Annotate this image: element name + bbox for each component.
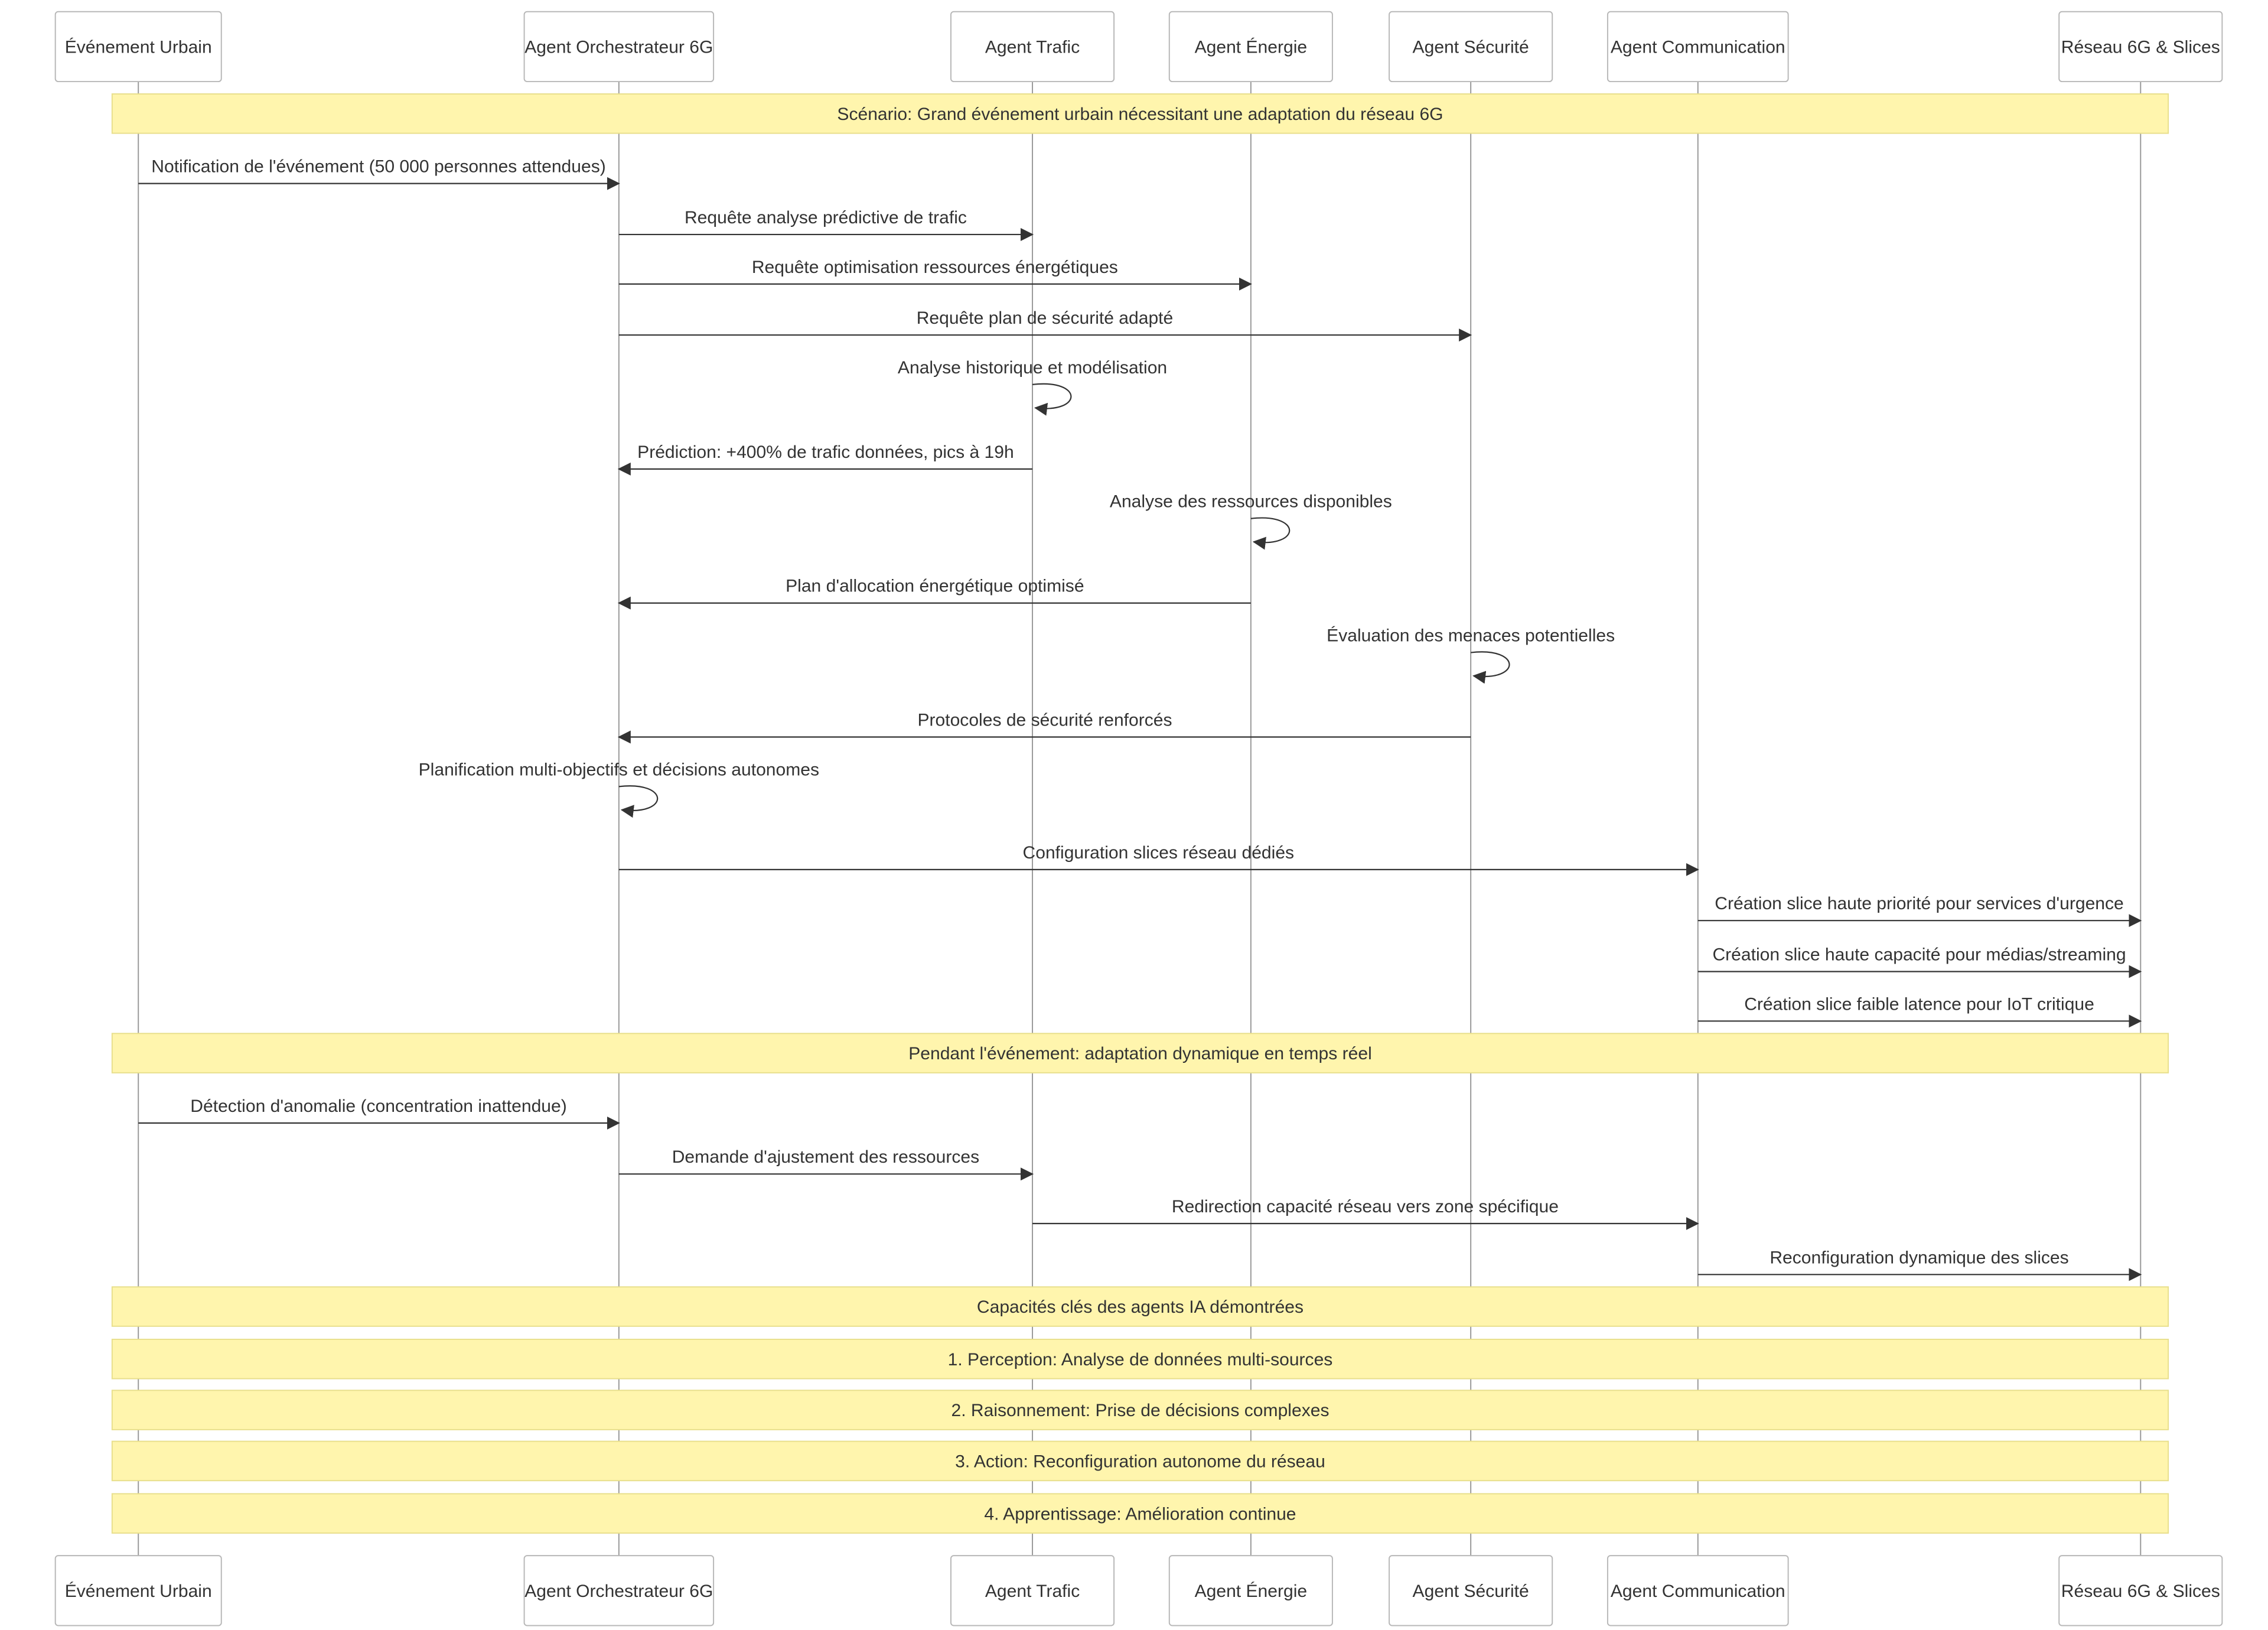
participant-label: Agent Trafic [985,1581,1080,1601]
note [112,1442,2168,1481]
note-text: 2. Raisonnement: Prise de décisions complexes [951,1401,1329,1421]
message-ev-to-orch [138,157,619,184]
participant-label: Réseau 6G & Slices [2061,1581,2220,1601]
message-label: Redirection capacité réseau vers zone spécifique [1171,1197,1559,1217]
message-label: Requête analyse prédictive de trafic [684,207,967,227]
participant-label: Agent Énergie [1194,1581,1308,1601]
note [112,1033,2168,1073]
self-message-arrow [1471,652,1509,676]
message-label: Détection d'anomalie (concentration inattendue) [190,1096,567,1116]
participants [56,12,2223,1626]
participant-label: Agent Sécurité [1412,1581,1529,1601]
participant-bottom-comm [1608,1556,1788,1625]
self-message-label: Planification multi-objectifs et décisions autonomes [418,760,820,780]
message-label: Requête optimisation ressources énergétiques [751,257,1118,277]
self-message-arrow [619,786,657,811]
participant-top-net [2059,12,2222,82]
note [112,94,2168,134]
note [112,1287,2168,1326]
message-ener-to-orch [619,577,1251,603]
message-label: Reconfiguration dynamique des slices [1770,1248,2069,1268]
participant-bottom-ev [56,1556,221,1625]
self-message-arrow [1032,384,1071,409]
message-label: Demande d'ajustement des ressources [672,1147,980,1167]
note-text: Scénario: Grand événement urbain nécessitant une adaptation du réseau 6G [837,104,1443,124]
participant-bottom-orch [524,1556,714,1625]
participant-label: Événement Urbain [64,1581,212,1601]
message-comm-to-net [1698,994,2141,1021]
messages [138,157,2140,1275]
note [112,1390,2168,1430]
participant-label: Agent Orchestrateur 6G [524,1581,713,1601]
message-label: Requête plan de sécurité adapté [916,308,1174,328]
message-comm-to-net [1698,945,2141,972]
participant-bottom-secu [1389,1556,1552,1625]
participant-top-traf [951,12,1114,82]
participant-bottom-net [2059,1556,2222,1625]
message-label: Notification de l'événement (50 000 personnes attendues) [151,157,606,177]
message-traf-to-comm [1032,1197,1698,1224]
note-text: 3. Action: Reconfiguration autonome du réseau [955,1452,1325,1472]
self-message-arrow [1251,518,1289,543]
participant-bottom-ener [1169,1556,1332,1625]
participant-label: Événement Urbain [64,37,212,57]
participant-top-comm [1608,12,1788,82]
message-traf-to-orch [619,443,1032,469]
message-label: Plan d'allocation énergétique optimisé [786,576,1084,596]
message-secu-to-orch [619,711,1471,737]
message-label: Création slice faible latence pour IoT critique [1744,994,2094,1014]
note-text: Pendant l'événement: adaptation dynamique en temps réel [908,1044,1372,1064]
self-message-label: Évaluation des menaces potentielles [1327,626,1615,646]
note-text: 4. Apprentissage: Amélioration continue [984,1504,1296,1524]
note [112,1339,2168,1379]
message-orch-to-comm [619,843,1698,870]
participant-label: Agent Communication [1610,37,1785,57]
participant-label: Agent Sécurité [1412,37,1529,57]
note-text: 1. Perception: Analyse de données multi-sources [947,1349,1333,1369]
participant-bottom-traf [951,1556,1114,1625]
participant-label: Agent Trafic [985,37,1080,57]
message-comm-to-net [1698,894,2141,920]
message-ev-to-orch [138,1097,619,1123]
participant-label: Agent Énergie [1194,37,1308,57]
note-text: Capacités clés des agents IA démontrées [976,1297,1304,1317]
message-orch-to-traf [619,1147,1032,1174]
message-label: Prédiction: +400% de trafic données, pics à 19h [637,442,1014,462]
message-comm-to-net [1698,1248,2141,1274]
participant-top-ener [1169,12,1332,82]
participant-label: Réseau 6G & Slices [2061,37,2220,57]
message-orch-to-ener [619,258,1251,284]
message-orch-to-traf [619,208,1032,235]
participant-top-secu [1389,12,1552,82]
participant-top-orch [524,12,714,82]
message-orch-to-secu [619,308,1471,335]
participant-label: Agent Communication [1610,1581,1785,1601]
self-message-label: Analyse historique et modélisation [897,357,1168,378]
note [112,1494,2168,1533]
self-message-label: Analyse des ressources disponibles [1109,492,1392,512]
message-label: Création slice haute capacité pour médias/streaming [1712,945,2126,965]
participant-label: Agent Orchestrateur 6G [524,37,713,57]
participant-top-ev [56,12,221,82]
lifelines [138,82,2140,1556]
message-label: Création slice haute priorité pour services d'urgence [1715,894,2124,914]
message-label: Protocoles de sécurité renforcés [917,710,1172,730]
message-label: Configuration slices réseau dédiés [1022,842,1295,863]
